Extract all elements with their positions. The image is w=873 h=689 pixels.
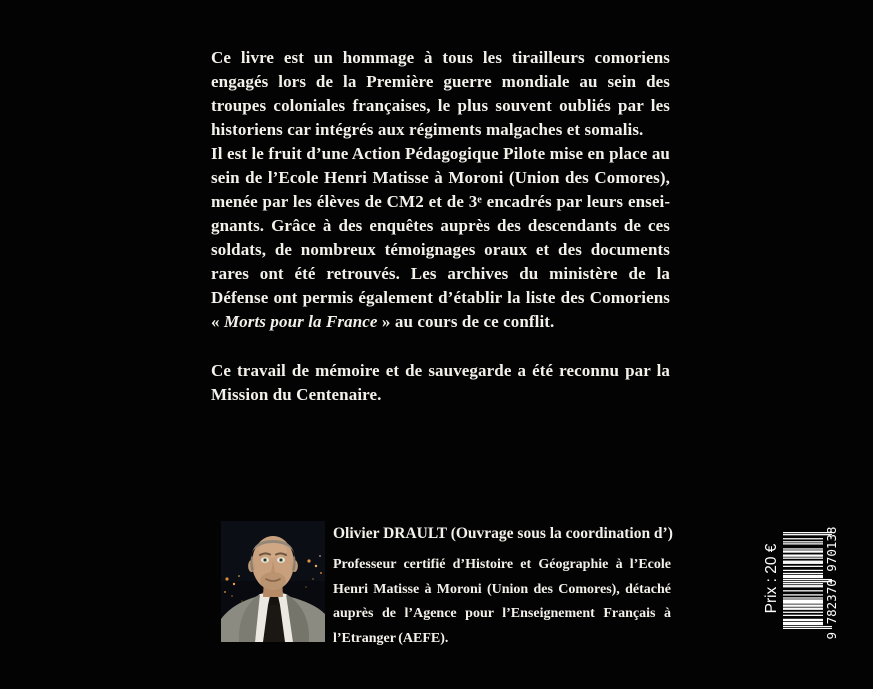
- synopsis-paragraph-2: [211, 142, 670, 334]
- price-label: Prix : 20 €: [763, 543, 780, 614]
- synopsis-paragraph-2-start: Il est le fruit d’une Action Pédagogique Pilote mise en place au sein de l’Ecole Henri Matisse à Moroni (Union des Comores), menée par les élèves de CM2 et de 3ᵉ encadrés par leurs enseignants. Grâce à des enquêtes auprès des descendants de ces soldats, de nombreux témoignages oraux et des documents rares ont été retrouvés. Les archives du ministère de la Défense ont permis également d’établir la liste des Comoriens «: [211, 144, 670, 331]
- author-photo: [221, 521, 325, 642]
- synopsis-italic-title: Morts pour la France: [223, 312, 378, 331]
- isbn-number: 9 782370 970138: [824, 526, 839, 640]
- synopsis-paragraph-2-end: » au cours de ce conflit.: [377, 312, 555, 331]
- author-heading: Olivier DRAULT (Ouvrage sous la coordination d’): [333, 525, 673, 542]
- synopsis-paragraph-3: Ce travail de mémoire et de sauvegarde a été reconnu par la Mission du Centenaire.: [211, 361, 670, 404]
- author-bio: Professeur certifié d’Histoire et Géographie à l’Ecole Henri Matisse à Moroni (Union des Comores), détaché auprès de l’Agence pour l’Enseignement Français à l’Etranger (AEFE).: [333, 557, 671, 646]
- synopsis-paragraph-1: Ce livre est un hommage à tous les tirailleurs comoriens engagés lors de la Première guerre mondiale au sein des troupes coloniales françaises, le plus souvent oubliés par les historiens car intégrés aux régiments malgaches et somalis.: [211, 48, 670, 139]
- author-portrait-image: [221, 521, 325, 642]
- synopsis: [211, 46, 670, 407]
